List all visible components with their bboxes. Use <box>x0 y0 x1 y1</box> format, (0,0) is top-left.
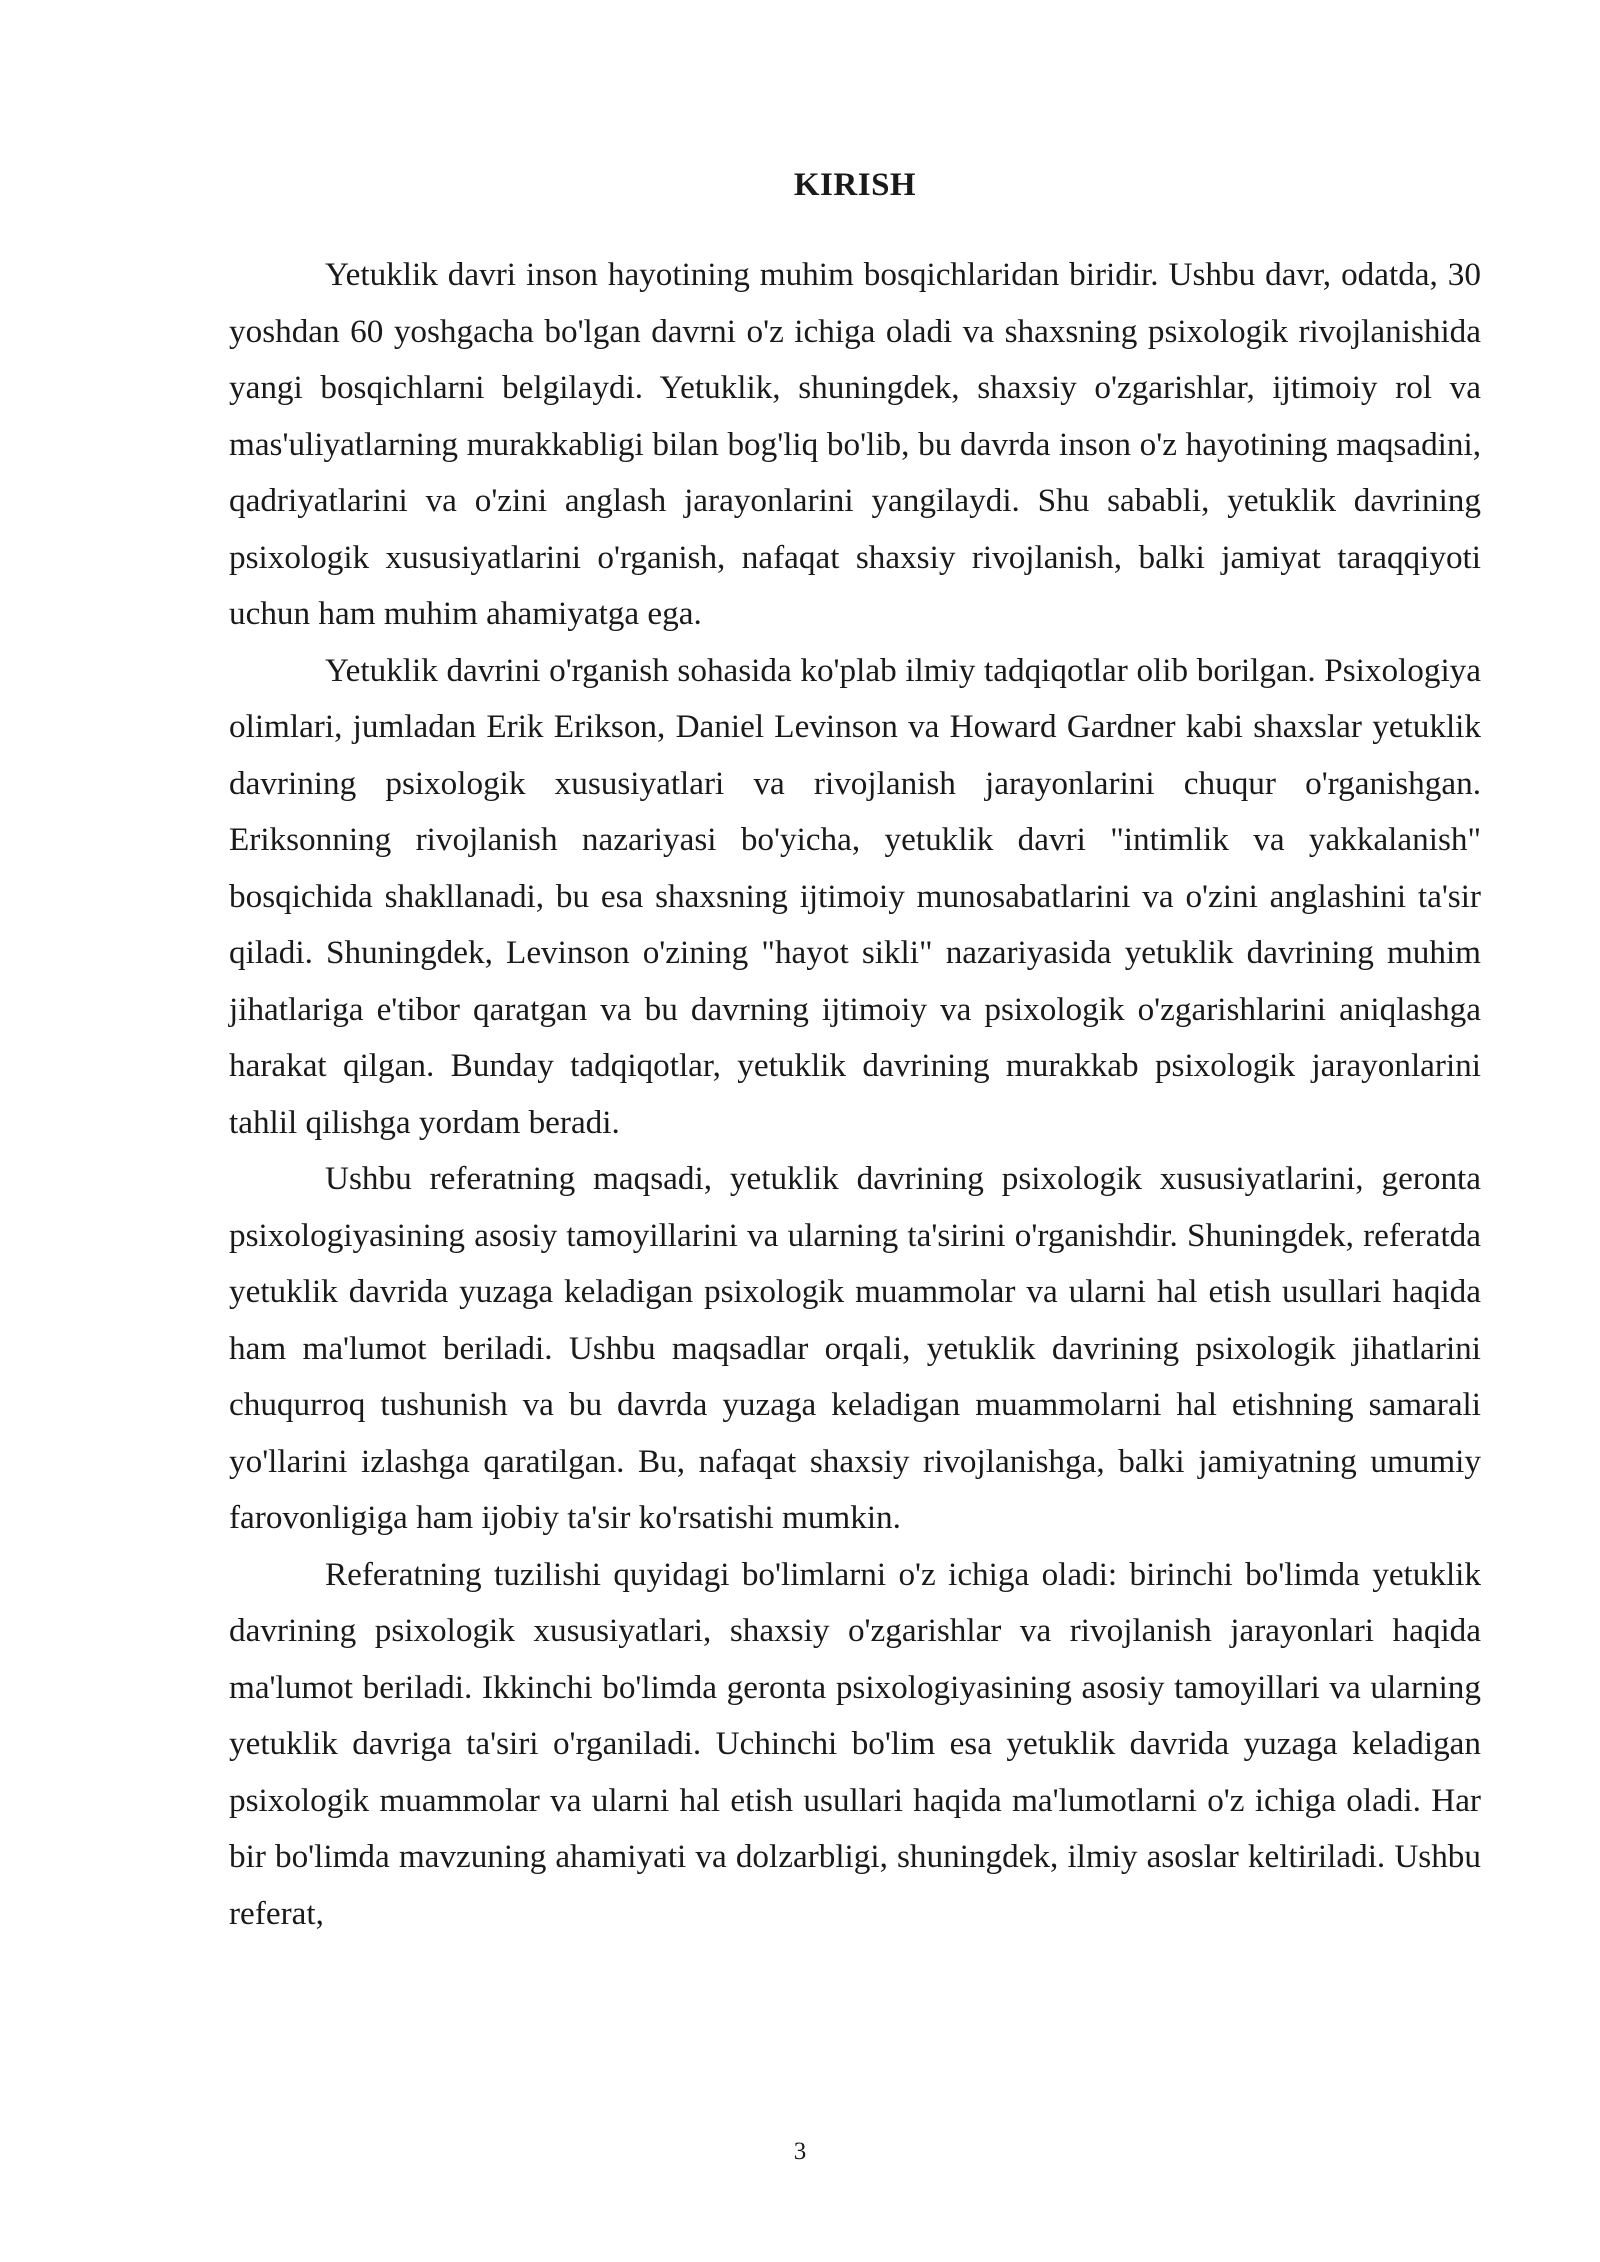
paragraph-1: Yetuklik davri inson hayotining muhim bosqichlaridan biridir. Ushbu davr, odatda, 30 yoshdan 60 yoshgacha bo'lgan davrni o'z ichiga oladi va shaxsning psixologik rivojlanishida yangi bosqichlarni belgilaydi. Yetuklik, shuningdek, shaxsiy o'zgarishlar, ijtimoiy rol va mas'uliyatlarning murakkabligi bilan bog'liq bo'lib, bu davrda inson o'z hayotining maqsadini, qadriyatlarini va o'zini anglash jarayonlarini yangilaydi. Shu sababli, yetuklik davrining psixologik xususiyatlarini o'rganish, nafaqat shaxsiy rivojlanish, balki jamiyat taraqqiyoti uchun ham muhim ahamiyatga ega. <box>229 256 1481 632</box>
page-number: 3 <box>793 2138 807 2165</box>
section-title: KIRISH <box>793 167 917 203</box>
paragraph-3: Ushbu referatning maqsadi, yetuklik davrining psixologik xususiyatlarini, geronta psixologiyasining asosiy tamoyillarini va ularning ta'sirini o'rganishdir. Shuningdek, referatda yetuklik davrida yuzaga keladigan psixologik muammolar va ularni hal etish usullari haqida ham ma'lumot beriladi. Ushbu maqsadlar orqali, yetuklik davrining psixologik jihatlarini chuqurroq tushunish va bu davrda yuzaga keladigan muammolarni hal etishning samarali yo'llarini izlashga qaratilgan. Bu, nafaqat shaxsiy rivojlanishga, balki jamiyatning umumiy farovonligiga ham ijobiy ta'sir ko'rsatishi mumkin. <box>229 1160 1481 1536</box>
paragraph-2: Yetuklik davrini o'rganish sohasida ko'plab ilmiy tadqiqotlar olib borilgan. Psixologiya olimlari, jumladan Erik Erikson, Daniel Levinson va Howard Gardner kabi shaxslar yetuklik davrining psixologik xususiyatlari va rivojlanish jarayonlarini chuqur o'rganishgan. Eriksonning rivojlanish nazariyasi bo'yicha, yetuklik davri "intimlik va yakkalanish" bosqichida shakllanadi, bu esa shaxsning ijtimoiy munosabatlarini va o'zini anglashini ta'sir qiladi. Shuningdek, Levinson o'zining "hayot sikli" nazariyasida yetuklik davrining muhim jihatlariga e'tibor qaratgan va bu davrning ijtimoiy va psixologik o'zgarishlarini aniqlashga harakat qilgan. Bunday tadqiqotlar, yetuklik davrining murakkab psixologik jarayonlarini tahlil qilishga yordam beradi. <box>229 651 1481 1141</box>
body-text <box>229 247 1481 1942</box>
paragraph-4: Referatning tuzilishi quyidagi bo'limlarni o'z ichiga oladi: birinchi bo'limda yetuklik davrining psixologik xususiyatlari, shaxsiy o'zgarishlar va rivojlanish jarayonlari haqida ma'lumot beriladi. Ikkinchi bo'limda geronta psixologiyasining asosiy tamoyillari va ularning yetuklik davriga ta'siri o'rganiladi. Uchinchi bo'lim esa yetuklik davrida yuzaga keladigan psixologik muammolar va ularni hal etish usullari haqida ma'lumotlarni o'z ichiga oladi. Har bir bo'limda mavzuning ahamiyati va dolzarbligi, shuningdek, ilmiy asoslar keltiriladi. Ushbu referat, <box>229 1555 1481 1932</box>
